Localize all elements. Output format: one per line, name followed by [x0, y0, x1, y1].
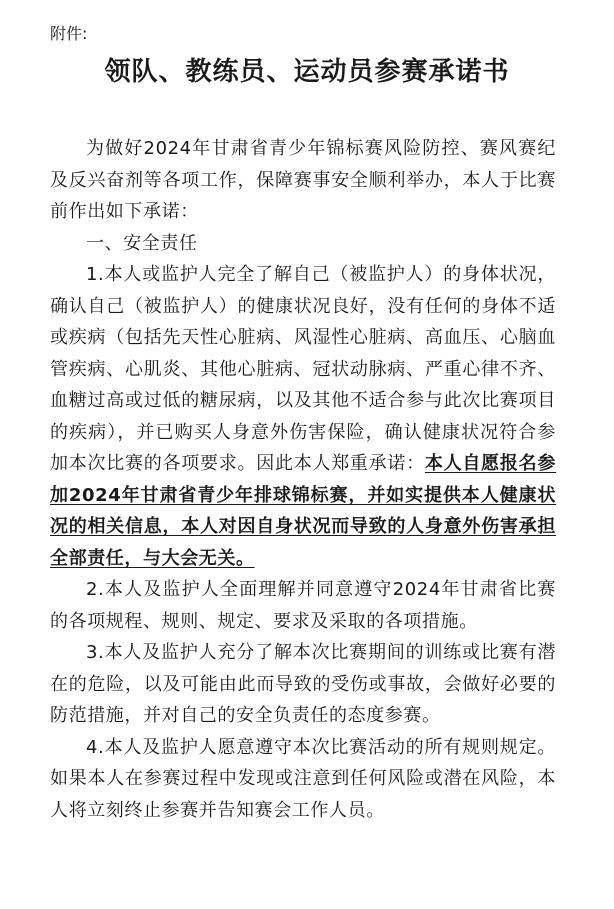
- section-heading-safety: 一、安全责任: [86, 232, 198, 254]
- item-1-emphasis: 本人自愿报名参加2024年甘肃省青少年排球锦标赛，并如实提供本人健康状况的相关信息，本人对因自身状况而导致的人身意外伤害承担全部责任，与大会无关。: [50, 453, 556, 569]
- item-1-paragraph: [50, 259, 556, 574]
- intro-paragraph: 为做好2024年甘肃省青少年锦标赛风险防控、赛风赛纪及反兴奋剂等各项工作，保障赛事安全顺利举办，本人于比赛前作出如下承诺：: [50, 138, 556, 222]
- item-4-paragraph: 4.本人及监护人愿意遵守本次比赛活动的所有规则规定。如果本人在参赛过程中发现或注意到任何风险或潜在风险，本人将立刻终止参赛并告知赛会工作人员。: [50, 736, 556, 821]
- item-3-paragraph: 3.本人及监护人充分了解本次比赛期间的训练或比赛有潜在的危险，以及可能由此而导致的受伤或事故，会做好必要的防范措施，并对自己的安全负责任的态度参赛。: [50, 642, 556, 726]
- document-title: 领队、教练员、运动员参赛承诺书: [104, 57, 510, 87]
- attachment-label: 附件:: [50, 24, 88, 43]
- document-body: [50, 133, 556, 826]
- item-2-paragraph: 2.本人及监护人全面理解并同意遵守2024年甘肃省比赛的各项规程、规则、规定、要求及采取的各项措施。: [50, 579, 556, 632]
- item-1-text: 1.本人或监护人完全了解自己（被监护人）的身体状况，确认自己（被监护人）的健康状况良好，没有任何的身体不适或疾病（包括先天性心脏病、风湿性心脏病、高血压、心脑血管疾病、心肌炎、其他心脏病、冠状动脉病、严重心律不齐、血糖过高或过低的糖尿病，以及其他不适合参与此次比赛项目的疾病），并已购买人身意外伤害保险，确认健康状况符合参加本次比赛的各项要求。因此本人郑重承诺：: [50, 264, 556, 474]
